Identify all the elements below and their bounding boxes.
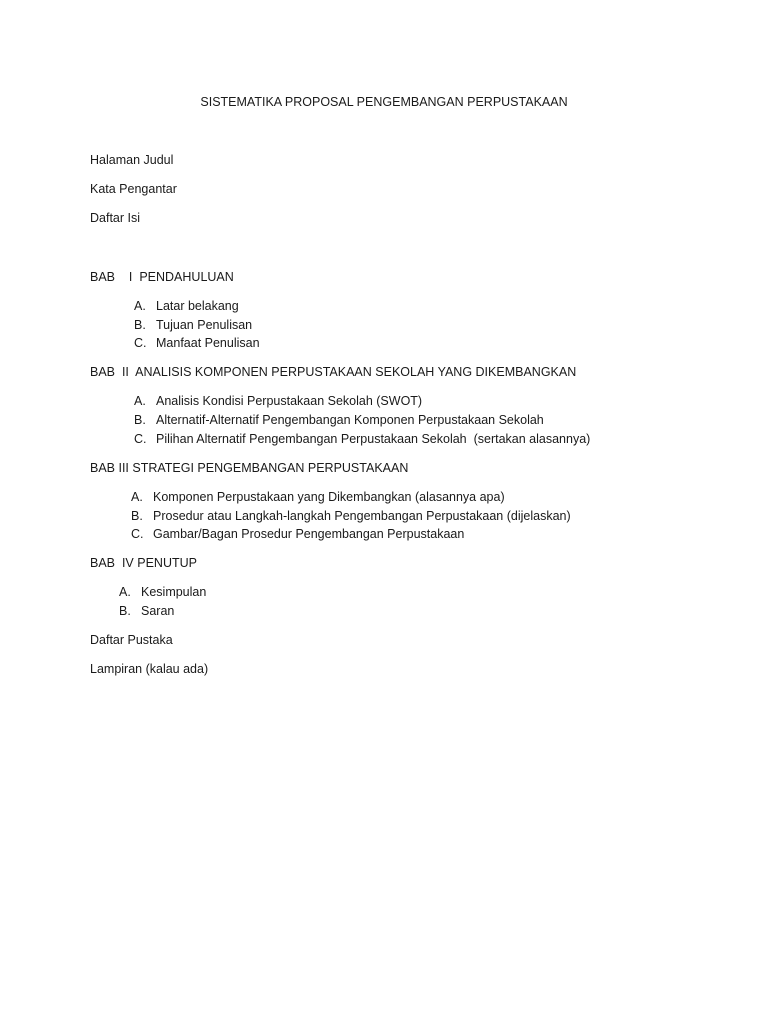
list-item: C. Pilihan Alternatif Pengembangan Perpustakaan Sekolah (sertakan alasannya) [134, 432, 591, 446]
back-item-daftar-pustaka: Daftar Pustaka [90, 633, 173, 647]
front-item-kata-pengantar: Kata Pengantar [90, 182, 177, 196]
list-item: C. Manfaat Penulisan [134, 336, 260, 350]
bab3-heading: BAB III STRATEGI PENGEMBANGAN PERPUSTAKAAN [90, 461, 409, 475]
list-item: B. Tujuan Penulisan [134, 318, 253, 332]
list-item: B. Prosedur atau Langkah-langkah Pengembangan Perpustakaan (dijelaskan) [131, 509, 571, 523]
list-item: A. Kesimpulan [119, 585, 207, 599]
bab1-heading: BAB I PENDAHULUAN [90, 270, 234, 284]
front-item-halaman-judul: Halaman Judul [90, 153, 174, 167]
document-title: SISTEMATIKA PROPOSAL PENGEMBANGAN PERPUSTAKAAN [200, 95, 568, 109]
list-item: C. Gambar/Bagan Prosedur Pengembangan Perpustakaan [131, 527, 465, 541]
list-item: A. Komponen Perpustakaan yang Dikembangkan (alasannya apa) [131, 490, 505, 504]
bab4-heading: BAB IV PENUTUP [90, 556, 197, 570]
list-item: A. Analisis Kondisi Perpustakaan Sekolah (SWOT) [134, 394, 423, 408]
front-item-daftar-isi: Daftar Isi [90, 211, 141, 225]
list-item: B. Alternatif-Alternatif Pengembangan Komponen Perpustakaan Sekolah [134, 413, 544, 427]
list-item: B. Saran [119, 604, 175, 618]
list-item: A. Latar belakang [134, 299, 239, 313]
bab2-heading: BAB II ANALISIS KOMPONEN PERPUSTAKAAN SEKOLAH YANG DIKEMBANGKAN [90, 365, 577, 379]
back-item-lampiran: Lampiran (kalau ada) [90, 662, 209, 676]
